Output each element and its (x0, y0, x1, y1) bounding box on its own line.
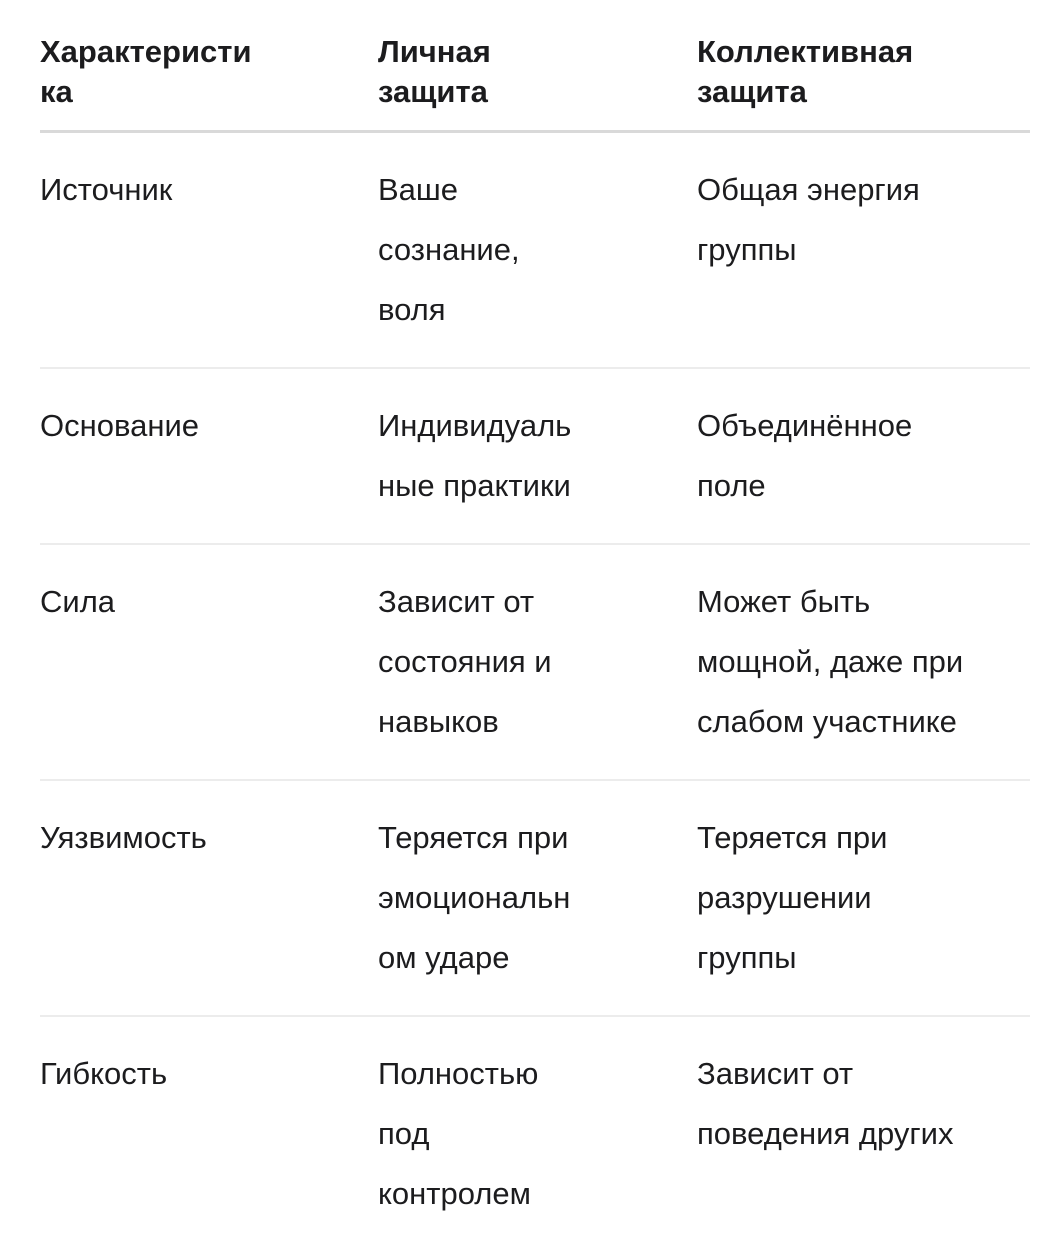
cell-line: контролем (378, 1176, 531, 1211)
cell-line: Теряется при (697, 820, 888, 855)
table-row (40, 781, 1030, 1017)
cell-line: разрушении (697, 880, 872, 915)
cell-line: Может быть (697, 584, 871, 619)
cell-line: Общая энергия (697, 172, 920, 207)
cell-line: Индивидуаль (378, 408, 572, 443)
header-line: Характеристи (40, 34, 252, 69)
cell-line: Зависит от (378, 584, 535, 619)
personal-cell (378, 133, 697, 367)
cell-line: Источник (40, 172, 173, 207)
cell-line: Уязвимость (40, 820, 207, 855)
cell-line: ом ударе (378, 940, 510, 975)
header-feature (40, 30, 378, 130)
cell-line: сознание, (378, 232, 520, 267)
cell-line: группы (697, 940, 797, 975)
collective-cell (697, 369, 1030, 543)
cell-line: поведения других (697, 1116, 954, 1151)
feature-cell (40, 369, 378, 543)
cell-line: мощной, даже при (697, 644, 964, 679)
cell-line: состояния и (378, 644, 552, 679)
table-header-row (40, 30, 1030, 133)
collective-cell (697, 1017, 1030, 1251)
personal-cell (378, 369, 697, 543)
cell-line: навыков (378, 704, 499, 739)
cell-line: слабом участнике (697, 704, 957, 739)
header-line: защита (378, 74, 488, 109)
collective-cell (697, 545, 1030, 779)
cell-line: поле (697, 468, 766, 503)
cell-line: под (378, 1116, 430, 1151)
table-row (40, 133, 1030, 369)
personal-cell (378, 781, 697, 1015)
cell-line: Гибкость (40, 1056, 168, 1091)
cell-line: ные практики (378, 468, 571, 503)
header-line: Личная (378, 34, 491, 69)
cell-line: Ваше (378, 172, 459, 207)
table-row (40, 1017, 1030, 1251)
table-row (40, 369, 1030, 545)
header-line: ка (40, 74, 73, 109)
cell-line: Объединённое (697, 408, 913, 443)
header-line: защита (697, 74, 807, 109)
personal-cell (378, 545, 697, 779)
cell-line: Зависит от (697, 1056, 854, 1091)
feature-cell (40, 1017, 378, 1251)
collective-cell (697, 781, 1030, 1015)
cell-line: Теряется при (378, 820, 569, 855)
header-personal (378, 30, 697, 130)
feature-cell (40, 781, 378, 1015)
cell-line: Основание (40, 408, 200, 443)
cell-line: эмоциональн (378, 880, 571, 915)
comparison-table (40, 30, 1030, 1251)
header-line: Коллективная (697, 34, 914, 69)
cell-line: воля (378, 292, 446, 327)
collective-cell (697, 133, 1030, 367)
cell-line: группы (697, 232, 797, 267)
feature-cell (40, 545, 378, 779)
cell-line: Сила (40, 584, 116, 619)
cell-line: Полностью (378, 1056, 539, 1091)
feature-cell (40, 133, 378, 367)
personal-cell (378, 1017, 697, 1251)
header-collective (697, 30, 1030, 130)
table-row (40, 545, 1030, 781)
